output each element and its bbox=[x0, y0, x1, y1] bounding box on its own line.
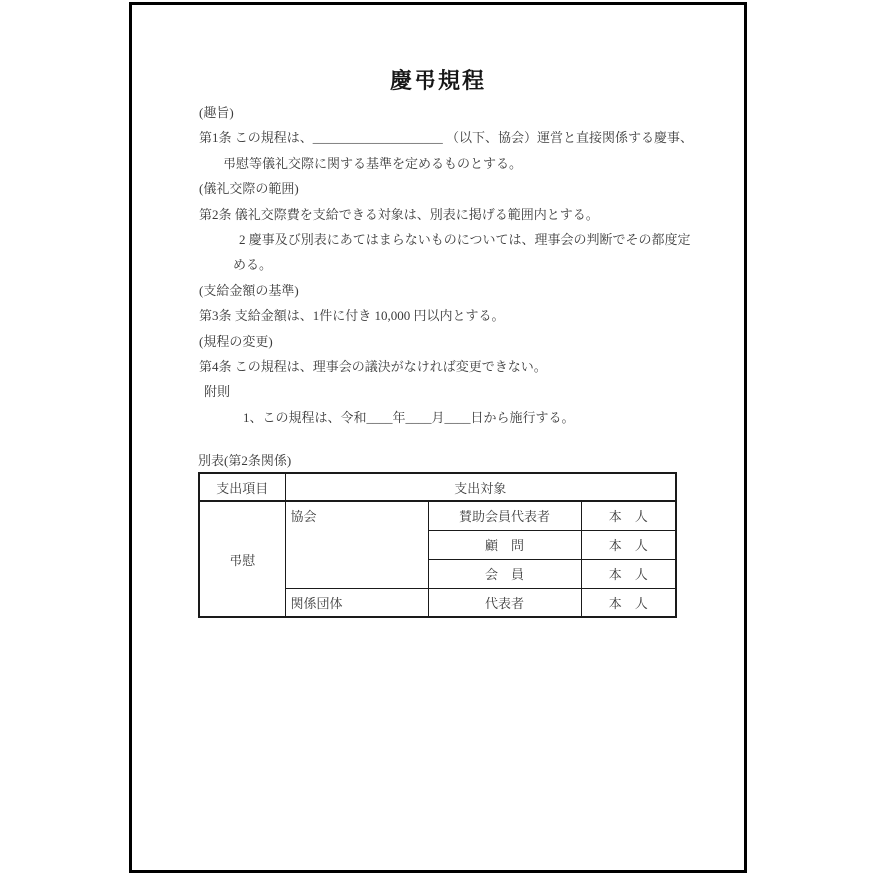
cell-target: 会 員 bbox=[428, 559, 581, 588]
cell-recipient: 本 人 bbox=[581, 530, 676, 559]
cell-target: 賛助会員代表者 bbox=[428, 501, 581, 530]
section-heading-amount: (支給金額の基準) bbox=[199, 282, 299, 298]
appendix-table-caption: 別表(第2条関係) bbox=[198, 453, 292, 468]
cell-recipient: 本 人 bbox=[581, 559, 676, 588]
appendix-table bbox=[198, 472, 677, 618]
article-2-clause-2-line-2: める。 bbox=[233, 257, 273, 273]
section-heading-amendment: (規程の変更) bbox=[199, 333, 273, 349]
cell-target: 代表者 bbox=[428, 588, 581, 617]
cell-group-item: 弔慰 bbox=[199, 501, 285, 617]
supplementary-heading: 附則 bbox=[204, 384, 231, 400]
table-row bbox=[199, 501, 676, 530]
document-title: 慶弔規程 bbox=[389, 68, 486, 93]
cell-recipient: 本 人 bbox=[581, 501, 676, 530]
article-2-clause-2-line-1: 2 慶事及び別表にあてはまらないものについては、理事会の判断でその都度定 bbox=[239, 231, 691, 247]
article-1-line-2: 弔慰等儀礼交際に関する基準を定めるものとする。 bbox=[223, 155, 523, 171]
section-heading-scope: (儀礼交際の範囲) bbox=[199, 181, 299, 197]
cell-target: 顧 問 bbox=[428, 530, 581, 559]
table-header-row bbox=[199, 473, 676, 501]
article-4-line-1: 第4条 この規程は、理事会の議決がなければ変更できない。 bbox=[199, 358, 547, 374]
supplementary-clause-1: 1、この規程は、令和____年____月____日から施行する。 bbox=[243, 409, 575, 425]
article-3-line-1: 第3条 支給金額は、1件に付き 10,000 円以内とする。 bbox=[199, 308, 505, 324]
article-1-line-1: 第1条 この規程は、____________________ （以下、協会）運営と直接関係する慶事、 bbox=[199, 130, 694, 146]
cell-recipient: 本 人 bbox=[581, 588, 676, 617]
cell-org-association: 協会 bbox=[285, 501, 428, 588]
article-2-line-1: 第2条 儀礼交際費を支給できる対象は、別表に掲げる範囲内とする。 bbox=[199, 206, 599, 222]
header-expense-item: 支出項目 bbox=[199, 473, 285, 501]
header-expense-target: 支出対象 bbox=[285, 473, 676, 501]
cell-org-related: 関係団体 bbox=[285, 588, 428, 617]
document-body bbox=[199, 100, 704, 430]
section-heading-purpose: (趣旨) bbox=[199, 105, 234, 120]
